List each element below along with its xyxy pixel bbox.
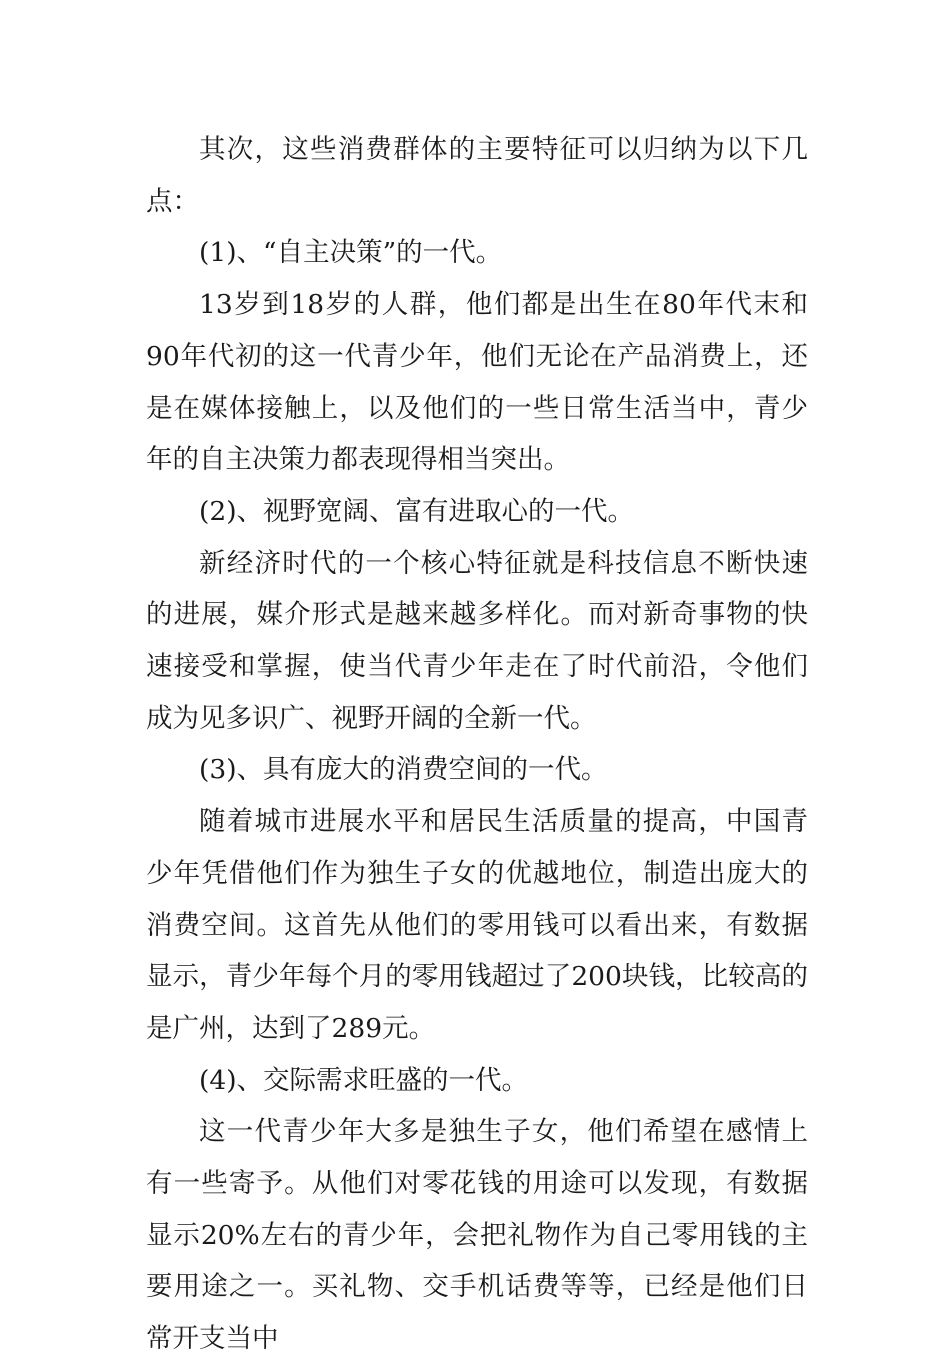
document-body	[146, 124, 808, 1365]
paragraph-point-2: 新经济时代的一个核心特征就是科技信息不断快速的进展，媒介形式是越来越多样化。而对新奇事物的快速接受和掌握，使当代青少年走在了时代前沿，令他们成为见多识广、视野开阔的全新一代。	[146, 547, 808, 734]
heading-point-1: (1)、“自主决策”的一代。	[199, 237, 503, 269]
paragraph-point-1: 13岁到18岁的人群，他们都是出生在80年代末和90年代初的这一代青少年，他们无论在产品消费上，还是在媒体接触上，以及他们的一些日常生活当中，青少年的自主决策力都表现得相当突出。	[146, 289, 808, 476]
paragraph-point-4: 这一代青少年大多是独生子女，他们希望在感情上有一些寄予。从他们对零花钱的用途可以发现，有数据显示20%左右的青少年，会把礼物作为自己零用钱的主要用途之一。买礼物、交手机话费等等，已经是他们日常开支当中	[146, 1116, 808, 1355]
heading-point-3: (3)、具有庞大的消费空间的一代。	[199, 754, 608, 786]
paragraph-point-3: 随着城市进展水平和居民生活质量的提高，中国青少年凭借他们作为独生子女的优越地位，制造出庞大的消费空间。这首先从他们的零用钱可以看出来，有数据显示，青少年每个月的零用钱超过了200块钱，比较高的是广州，达到了289元。	[146, 806, 808, 1044]
paragraph-intro: 其次，这些消费群体的主要特征可以归纳为以下几点：	[146, 134, 808, 217]
heading-point-4: (4)、交际需求旺盛的一代。	[199, 1064, 529, 1096]
heading-point-2: (2)、视野宽阔、富有进取心的一代。	[199, 495, 635, 527]
